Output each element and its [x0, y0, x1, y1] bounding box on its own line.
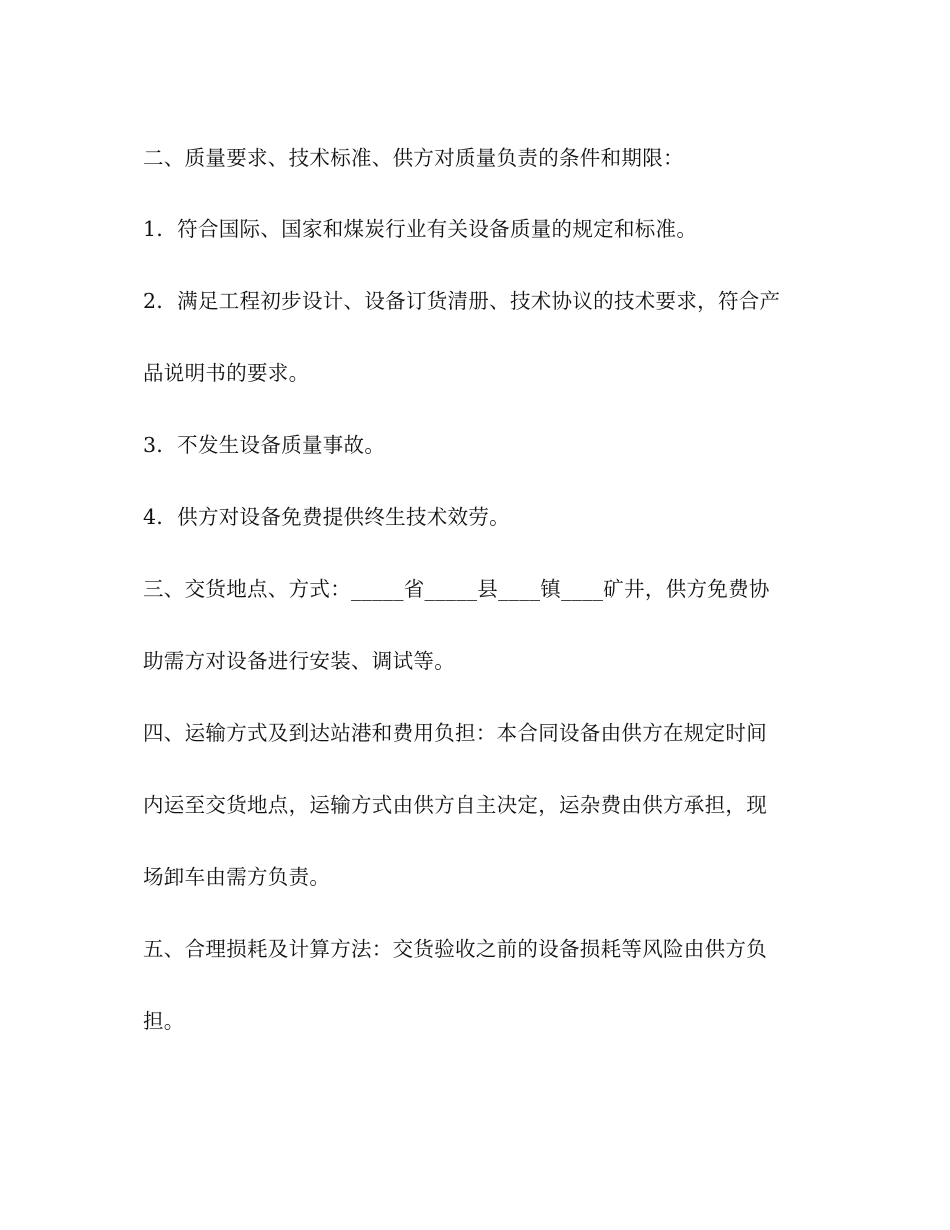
section-2-heading: 二、质量要求、技术标准、供方对质量负责的条件和期限： — [143, 146, 684, 170]
item-4: 4．供方对设备免费提供终生技术效劳。 — [143, 505, 510, 529]
section-4-line-3: 场卸车由需方负责。 — [143, 865, 331, 889]
section-5-line-2: 担。 — [143, 1009, 185, 1033]
item-3: 3．不发生设备质量事故。 — [143, 433, 386, 457]
section-3-line-2: 助需方对设备进行安装、调试等。 — [143, 649, 455, 673]
section-4-line-1: 四、运输方式及到达站港和费用负担：本合同设备由供方在规定时间 — [143, 721, 767, 745]
section-3-line-1: 三、交货地点、方式：_____省_____县____镇____矿井，供方免费协 — [143, 577, 770, 601]
item-1: 1．符合国际、国家和煤炭行业有关设备质量的规定和标准。 — [143, 217, 698, 241]
item-2-line-1: 2．满足工程初步设计、设备订货清册、技术协议的技术要求，符合产 — [143, 289, 781, 313]
section-4-line-2: 内运至交货地点，运输方式由供方自主决定，运杂费由供方承担，现 — [143, 793, 767, 817]
section-5-line-1: 五、合理损耗及计算方法：交货验收之前的设备损耗等风险由供方负 — [143, 937, 767, 961]
item-2-line-2: 品说明书的要求。 — [143, 361, 310, 385]
